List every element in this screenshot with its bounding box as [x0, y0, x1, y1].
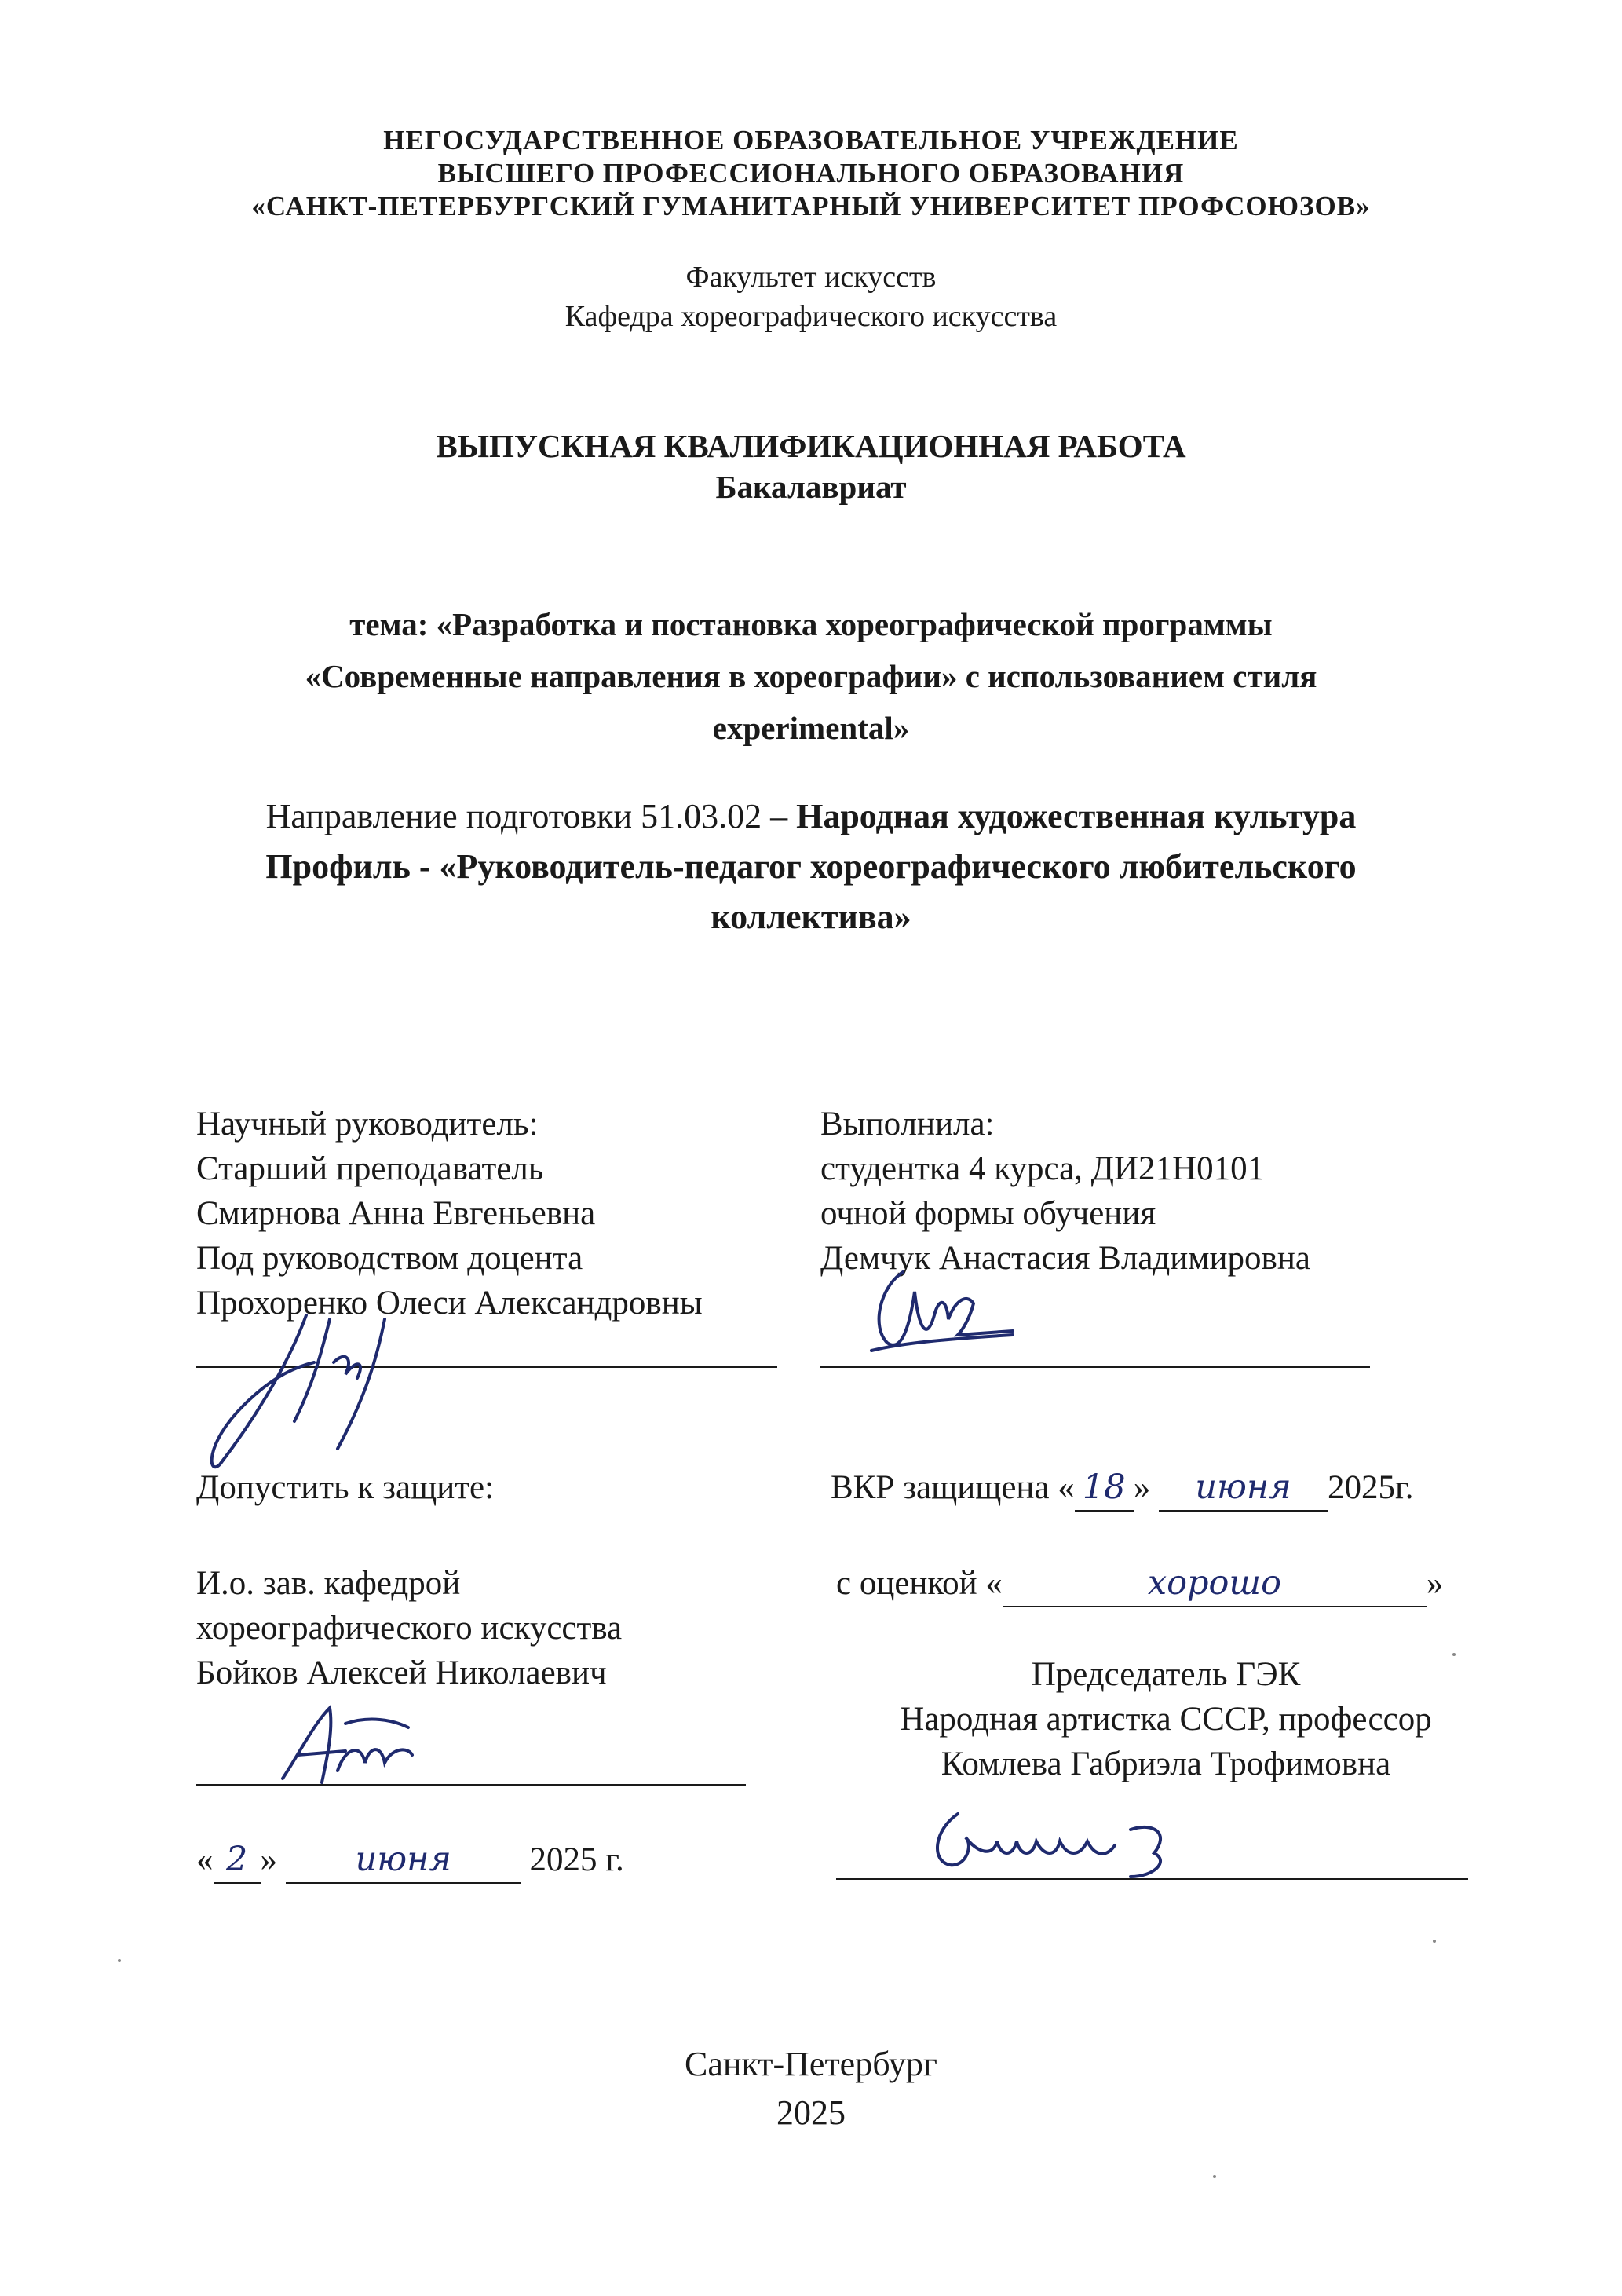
direction-name: Народная художественная культура	[796, 797, 1357, 835]
admission-label: Допустить к защите:	[196, 1469, 495, 1506]
admission-line: И.о. зав. кафедрой	[196, 1565, 461, 1602]
student-line: Выполнила:	[820, 1106, 995, 1143]
direction-block	[0, 792, 1622, 942]
supervisor-line: Под руководством доцента	[196, 1240, 583, 1277]
scan-speck	[1433, 1940, 1436, 1943]
footer-city: Санкт-Петербург	[685, 2045, 937, 2083]
date-quote-open: «	[196, 1841, 214, 1878]
faculty: Факультет искусств	[685, 261, 937, 294]
date-quote-close: »	[260, 1841, 277, 1878]
admission-date-year: 2025 г.	[529, 1841, 624, 1878]
defense-prefix: ВКР защищена «	[831, 1469, 1075, 1506]
gek-line: Комлева Габриэла Трофимовна	[941, 1746, 1391, 1782]
institution-header	[0, 124, 1622, 223]
topic-line: тема: «Разработка и постановка хореографической программы	[349, 606, 1273, 642]
head-signature-line	[196, 1784, 746, 1786]
institution-line: ВЫСШЕГО ПРОФЕССИОНАЛЬНОГО ОБРАЗОВАНИЯ	[437, 158, 1185, 188]
student-line: студентка 4 курса, ДИ21Н0101	[820, 1150, 1265, 1187]
gek-block	[852, 1652, 1480, 1786]
admission-line: Бойков Алексей Николаевич	[196, 1654, 607, 1691]
defense-month: июня	[1159, 1465, 1328, 1512]
admission-line: хореографического искусства	[196, 1610, 623, 1647]
head-of-department-signature	[251, 1700, 424, 1794]
profile-line: Профиль - «Руководитель-педагог хореографического любительского	[265, 847, 1357, 886]
work-type: ВЫПУСКНАЯ КВАЛИФИКАЦИОННАЯ РАБОТА	[436, 428, 1186, 464]
student-block	[820, 1102, 1310, 1281]
topic-line: experimental»	[712, 710, 910, 746]
grade-line	[836, 1561, 1443, 1607]
institution-line: НЕГОСУДАРСТВЕННОЕ ОБРАЗОВАТЕЛЬНОЕ УЧРЕЖДЕНИЕ	[383, 125, 1239, 155]
defense-line	[831, 1465, 1414, 1512]
scan-speck	[1452, 1653, 1456, 1656]
topic-block	[0, 598, 1622, 754]
gek-chair-signature	[919, 1798, 1233, 1885]
admission-date	[196, 1837, 624, 1884]
work-level: Бакалавриат	[715, 469, 907, 505]
footer-year: 2025	[776, 2093, 846, 2132]
student-signature	[856, 1256, 1044, 1374]
institution-line: «САНКТ-ПЕТЕРБУРГСКИЙ ГУМАНИТАРНЫЙ УНИВЕРСИТЕТ ПРОФСОЮЗОВ»	[251, 191, 1371, 221]
admission-date-day: 2	[214, 1837, 261, 1884]
supervisor-signature	[196, 1288, 432, 1476]
gek-line: Народная артистка СССР, профессор	[900, 1701, 1432, 1738]
grade-value: хорошо	[1003, 1561, 1427, 1607]
student-line: Демчук Анастасия Владимировна	[820, 1240, 1310, 1277]
supervisor-line: Смирнова Анна Евгеньевна	[196, 1195, 596, 1232]
defense-quote-close: »	[1133, 1469, 1151, 1506]
faculty-block	[0, 258, 1622, 336]
grade-prefix: с оценкой «	[836, 1565, 1003, 1602]
admission-date-month: июня	[286, 1837, 521, 1884]
supervisor-line: Старший преподаватель	[196, 1150, 544, 1187]
gek-signature-line	[836, 1878, 1468, 1880]
supervisor-line: Научный руководитель:	[196, 1106, 539, 1143]
direction-prefix: Направление подготовки 51.03.02 –	[265, 797, 797, 835]
department: Кафедра хореографического искусства	[564, 300, 1058, 333]
topic-line: «Современные направления в хореографии» с использованием стиля	[305, 658, 1317, 694]
supervisor-line: Прохоренко Олеси Александровны	[196, 1285, 703, 1322]
profile-line: коллектива»	[711, 898, 911, 936]
defense-year: 2025г.	[1328, 1469, 1414, 1506]
work-title-block	[0, 426, 1622, 507]
student-line: очной формы обучения	[820, 1195, 1156, 1232]
admission-block	[196, 1561, 622, 1695]
scan-speck	[1213, 2175, 1216, 2178]
footer	[0, 2040, 1622, 2137]
defense-day: 18	[1075, 1465, 1134, 1512]
grade-suffix: »	[1426, 1565, 1444, 1602]
gek-line: Председатель ГЭК	[1031, 1656, 1301, 1693]
scan-speck	[118, 1959, 121, 1962]
direction-line	[0, 792, 1622, 842]
